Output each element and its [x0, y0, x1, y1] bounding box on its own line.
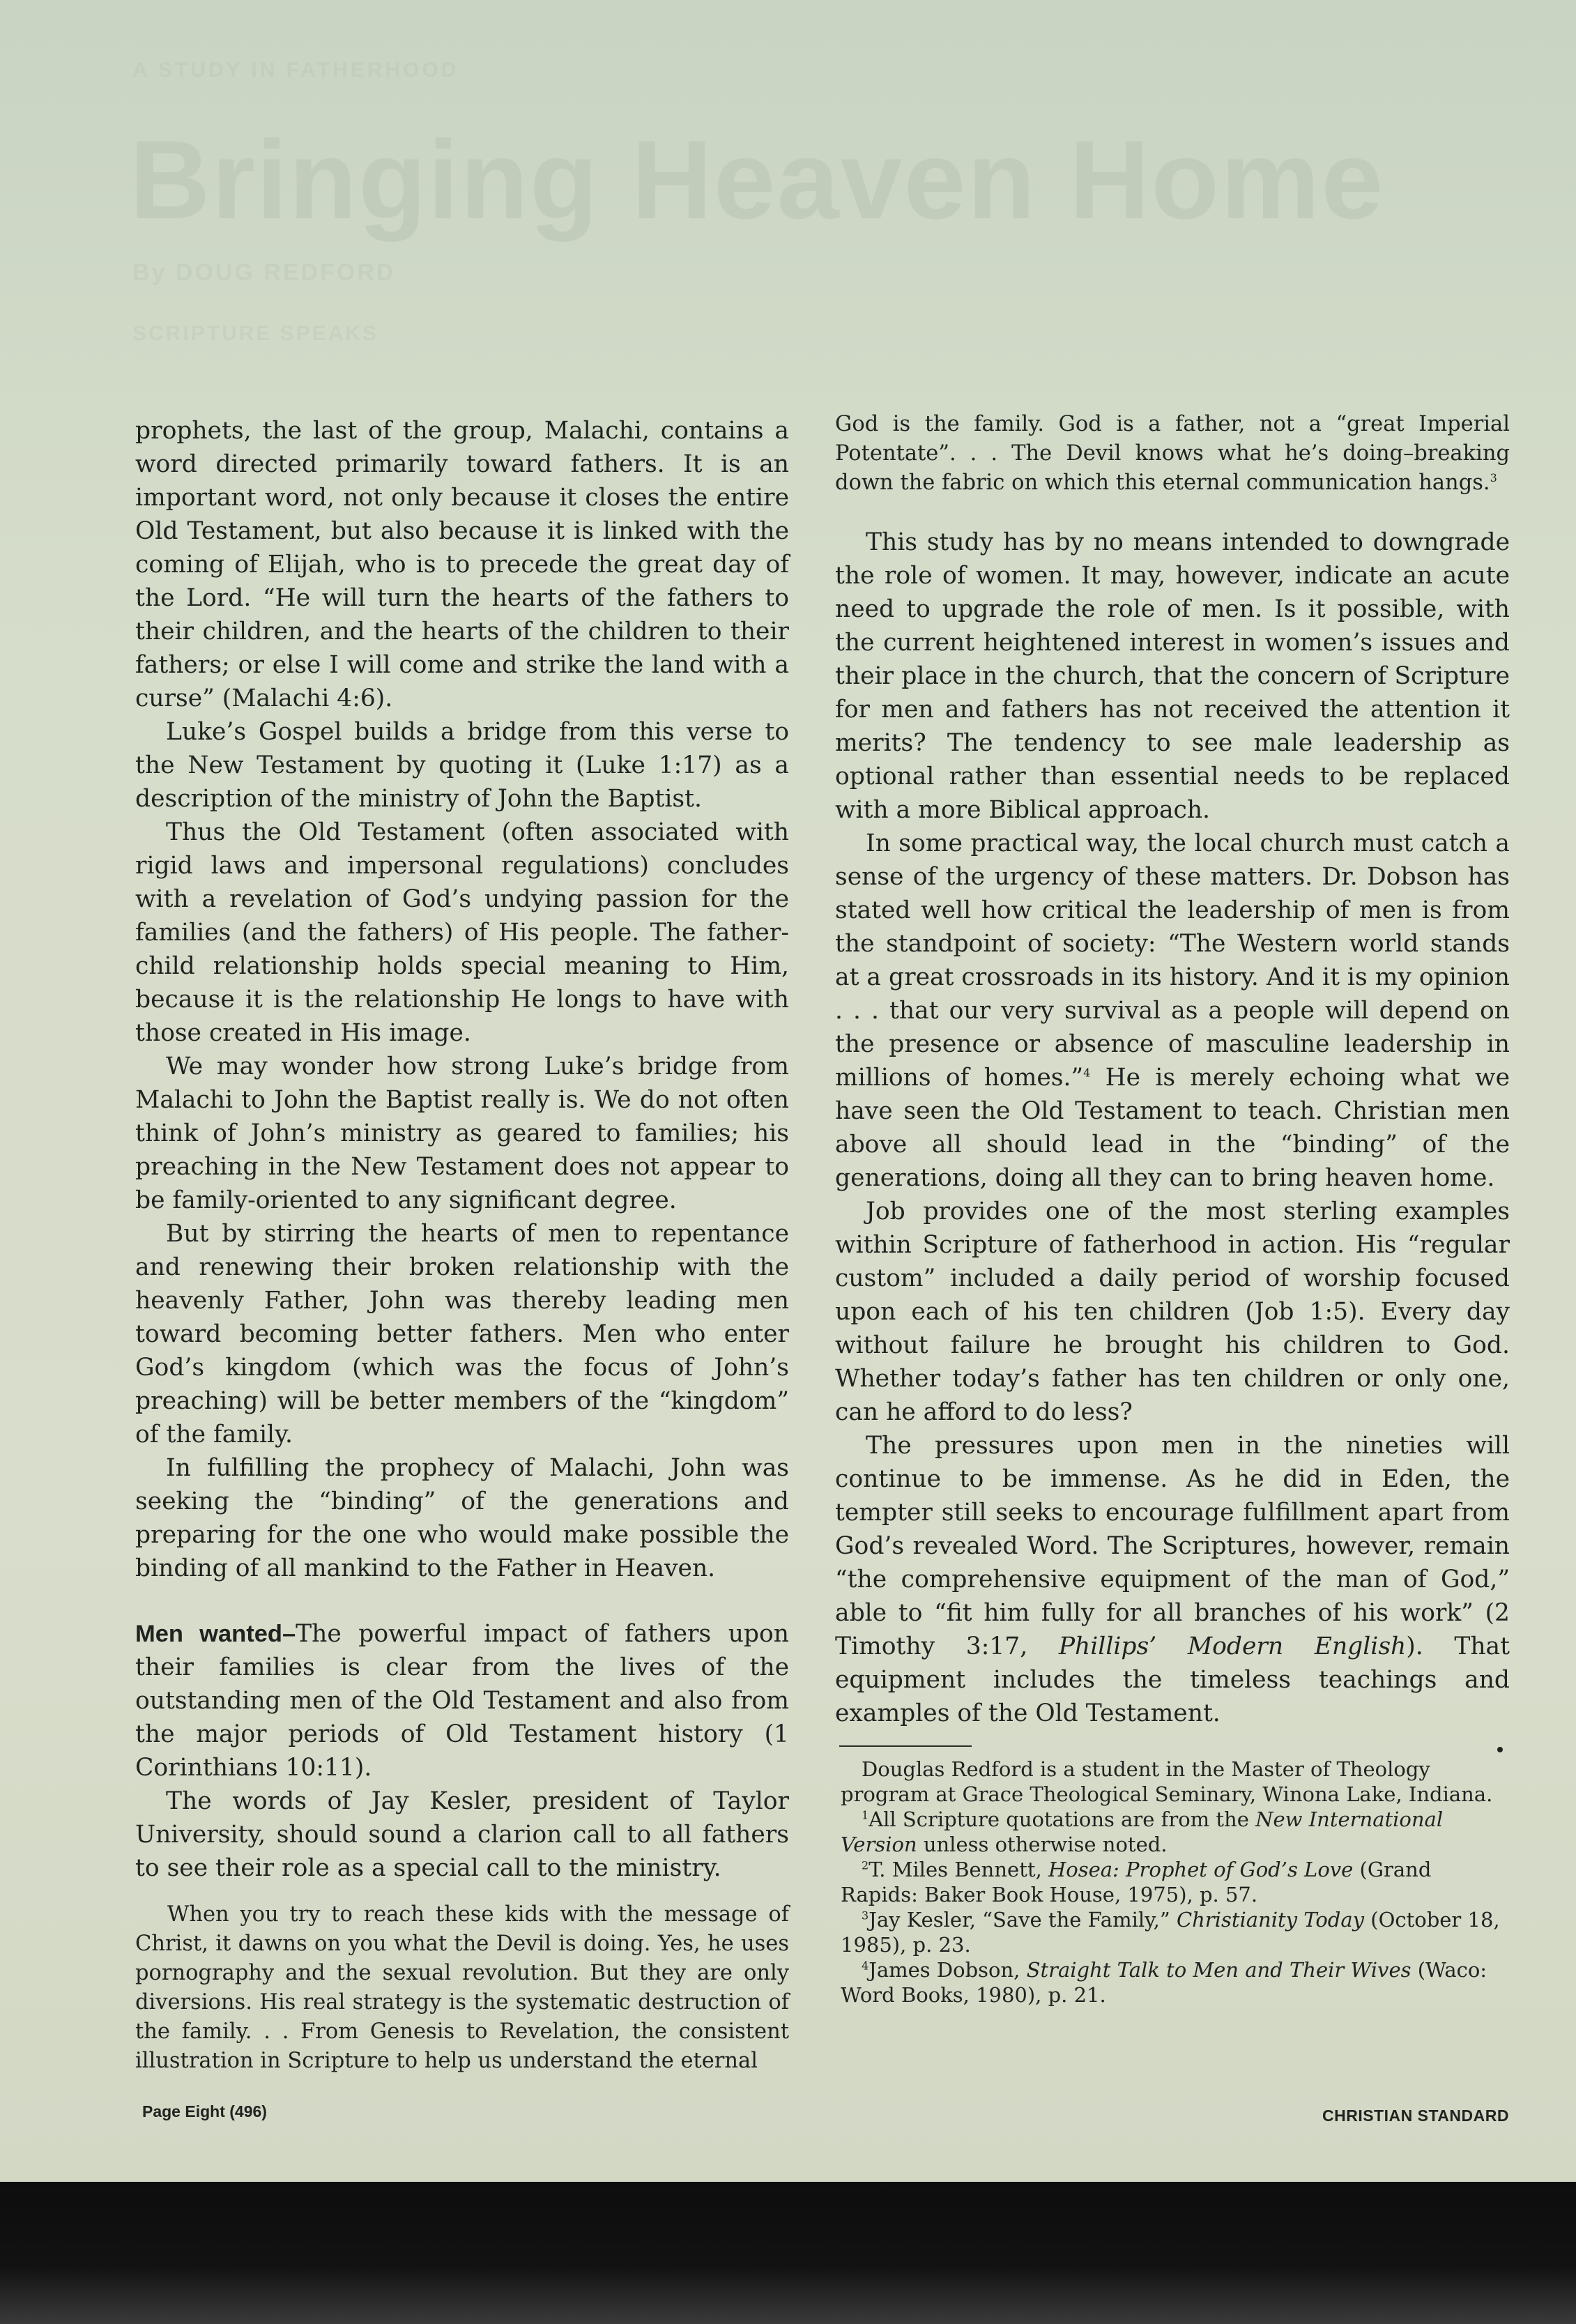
footnote-rule — [839, 1745, 972, 1747]
paragraph: We may wonder how strong Luke’s bridge from Malachi to John the Baptist really is. We do not often think of John’s ministry as geared to families; his preaching in the New Testament does not appear to be family-oriented to any significant degree. — [135, 1053, 789, 1214]
show-through-title: Bringing Heaven Home — [130, 117, 1385, 242]
footnote-text: (Grand Rapids: Baker Book House, 1975), p. 57. — [841, 1858, 1432, 1906]
footnote-number: 1 — [862, 1808, 869, 1822]
footnote-text: (October 18, 1985), p. 23. — [841, 1908, 1500, 1957]
paragraph-text: The pressures upon men in the nineties will continue to be immense. As he did in Eden, the tempter still seeks to encourage fulfillment apart from God’s revealed Word. The Scriptures, however, remain “the comprehensive equipment of the man of God,” able to “fit him fully for all branches of his work” (2 Timothy 3:17, — [835, 1432, 1510, 1660]
footnote-italic: Hosea: Prophet of God’s Love — [1048, 1858, 1354, 1881]
show-through-deck: SCRIPTURE SPEAKS — [132, 322, 379, 345]
footnote-ref: 4 — [1083, 1066, 1091, 1080]
footnote-italic: Straight Talk to Men and Their Wives — [1026, 1958, 1411, 1982]
paragraph: This study has by no means intended to downgrade the role of women. It may, however, indicate an acute need to upgrade the role of men. Is it possible, with the current heightened interest in women’s issues and their place in the church, that the concern of Scripture for men and fathers has not received the attention it merits? The tendency to see male leadership as optional rather than essential needs to be replaced with a more Biblical approach. — [835, 528, 1510, 824]
paragraph-text: The powerful impact of fathers upon their families is clear from the lives of the outstanding men of the Old Testament and also from the major periods of Old Testament history (1 Corinthians 10:11). — [135, 1620, 789, 1782]
show-through-byline: By DOUG REDFORD — [132, 259, 396, 286]
right-column — [835, 410, 1510, 2008]
footnote — [835, 1957, 1510, 2008]
paragraph: The words of Jay Kesler, president of Taylor University, should sound a clarion call to all fathers to see their role as a special call to the ministry. — [135, 1787, 789, 1882]
footnote-ref: 3 — [1490, 471, 1497, 484]
paragraph — [835, 827, 1510, 1195]
footnote-text: (Waco: Word Books, 1980), p. 21. — [841, 1958, 1487, 2007]
paragraph — [835, 1429, 1510, 1730]
paragraph-text: ). That equipment includes the timeless teachings and examples of the Old Testament. — [835, 1633, 1510, 1727]
page-folio: Page Eight (496) — [142, 2102, 267, 2120]
show-through-kicker: A STUDY IN FATHERHOOD — [132, 59, 459, 82]
paragraph: But by stirring the hearts of men to repentance and renewing their broken relationship with the heavenly Father, John was thereby leading men toward becoming better fathers. Men who enter God’s kingdom (which was the focus of John’s preaching) will be better members of the “kingdom” of the family. — [135, 1220, 789, 1448]
paragraph: Job provides one of the most sterling examples within Scripture of fatherhood in action. His “regular custom” included a daily period of worship focused upon each of his ten children (Job 1:5). Every day without failure he brought his children to God. Whether today’s father has ten children or only one, can he afford to do less? — [835, 1198, 1510, 1426]
footnote-italic: Christianity Today — [1176, 1908, 1365, 1932]
footnote-text: All Scripture quotations are from the — [869, 1807, 1256, 1831]
scan-background — [0, 2182, 1576, 2324]
publication-name: CHRISTIAN STANDARD — [1322, 2107, 1509, 2125]
footnote-number: 2 — [862, 1858, 869, 1872]
paragraph: In fulfilling the prophecy of Malachi, John was seeking the “binding” of the generations and preparing for the one who would make possible the binding of all mankind to the Father in Heaven. — [135, 1454, 789, 1582]
paragraph-with-subhead — [135, 1617, 789, 1784]
quote-text: God is the family. God is a father, not a “great Imperial Potentate”. . . The Devil knows what he’s doing–breaking down the fabric on which this eternal communication hangs. — [835, 412, 1510, 495]
author-note: Douglas Redford is a student in the Master of Theology program at Grace Theological Seminary, Winona Lake, Indiana. — [841, 1757, 1493, 1806]
block-quote-continued — [835, 410, 1510, 498]
paragraph: Luke’s Gospel builds a bridge from this verse to the New Testament by quoting it (Luke 1:17) as a description of the ministry of John the Baptist. — [135, 718, 789, 813]
paragraph-text: In some practical way, the local church must catch a sense of the urgency of these matters. Dr. Dobson has stated well how critical the leadership of men is from the standpoint of society: “The Western world stands at a great crossroads in its history. And it is my opinion . . . that our very survival as a people will depend on the presence or absence of masculine leadership in millions of homes.” — [835, 830, 1510, 1092]
left-column — [135, 414, 789, 2076]
subhead-men-wanted: Men wanted– — [135, 1621, 296, 1647]
footnote-italic: New International Version — [841, 1807, 1444, 1856]
footnote-text: unless otherwise noted. — [917, 1833, 1168, 1856]
footnote — [835, 1857, 1510, 1907]
footnote-text: Jay Kesler, “Save the Family,” — [869, 1908, 1177, 1932]
paragraph: Thus the Old Testament (often associated with rigid laws and impersonal regulations) concludes with a revelation of God’s undying passion for the families (and the fathers) of His people. The father-child relationship holds special meaning to Him, because it is the relationship He longs to have with those created in His image. — [135, 818, 789, 1047]
footnote-text: James Dobson, — [869, 1958, 1027, 1982]
footnote — [835, 1907, 1510, 1957]
paragraph-text: He is merely echoing what we have seen the Old Testament to teach. Christian men above all should lead in the “binding” of the generations, doing all they can to bring heaven home. — [835, 1064, 1510, 1192]
footnote — [835, 1807, 1510, 1857]
end-of-article-mark — [1497, 1747, 1503, 1752]
footnote-number: 4 — [862, 1959, 869, 1973]
block-quote: When you try to reach these kids with the message of Christ, it dawns on you what the Devil is doing. Yes, he uses pornography and the sexual revolution. But they are only diversions. His real strategy is the systematic destruction of the family. . . From Genesis to Revelation, the consistent illustration in Scripture to help us understand the eternal — [135, 1902, 789, 2073]
italic-title: Phillips’ Modern English — [1058, 1633, 1407, 1660]
footnote-text: T. Miles Bennett, — [869, 1858, 1048, 1881]
footnote-number: 3 — [862, 1909, 869, 1922]
paragraph: prophets, the last of the group, Malachi, contains a word directed primarily toward fathers. It is an important word, not only because it closes the entire Old Testament, but also because it is linked with the coming of Elijah, who is to precede the great day of the Lord. “He will turn the hearts of the fathers to their children, and the hearts of the children to their fathers; or else I will come and strike the land with a curse” (Malachi 4:6). — [135, 417, 789, 712]
